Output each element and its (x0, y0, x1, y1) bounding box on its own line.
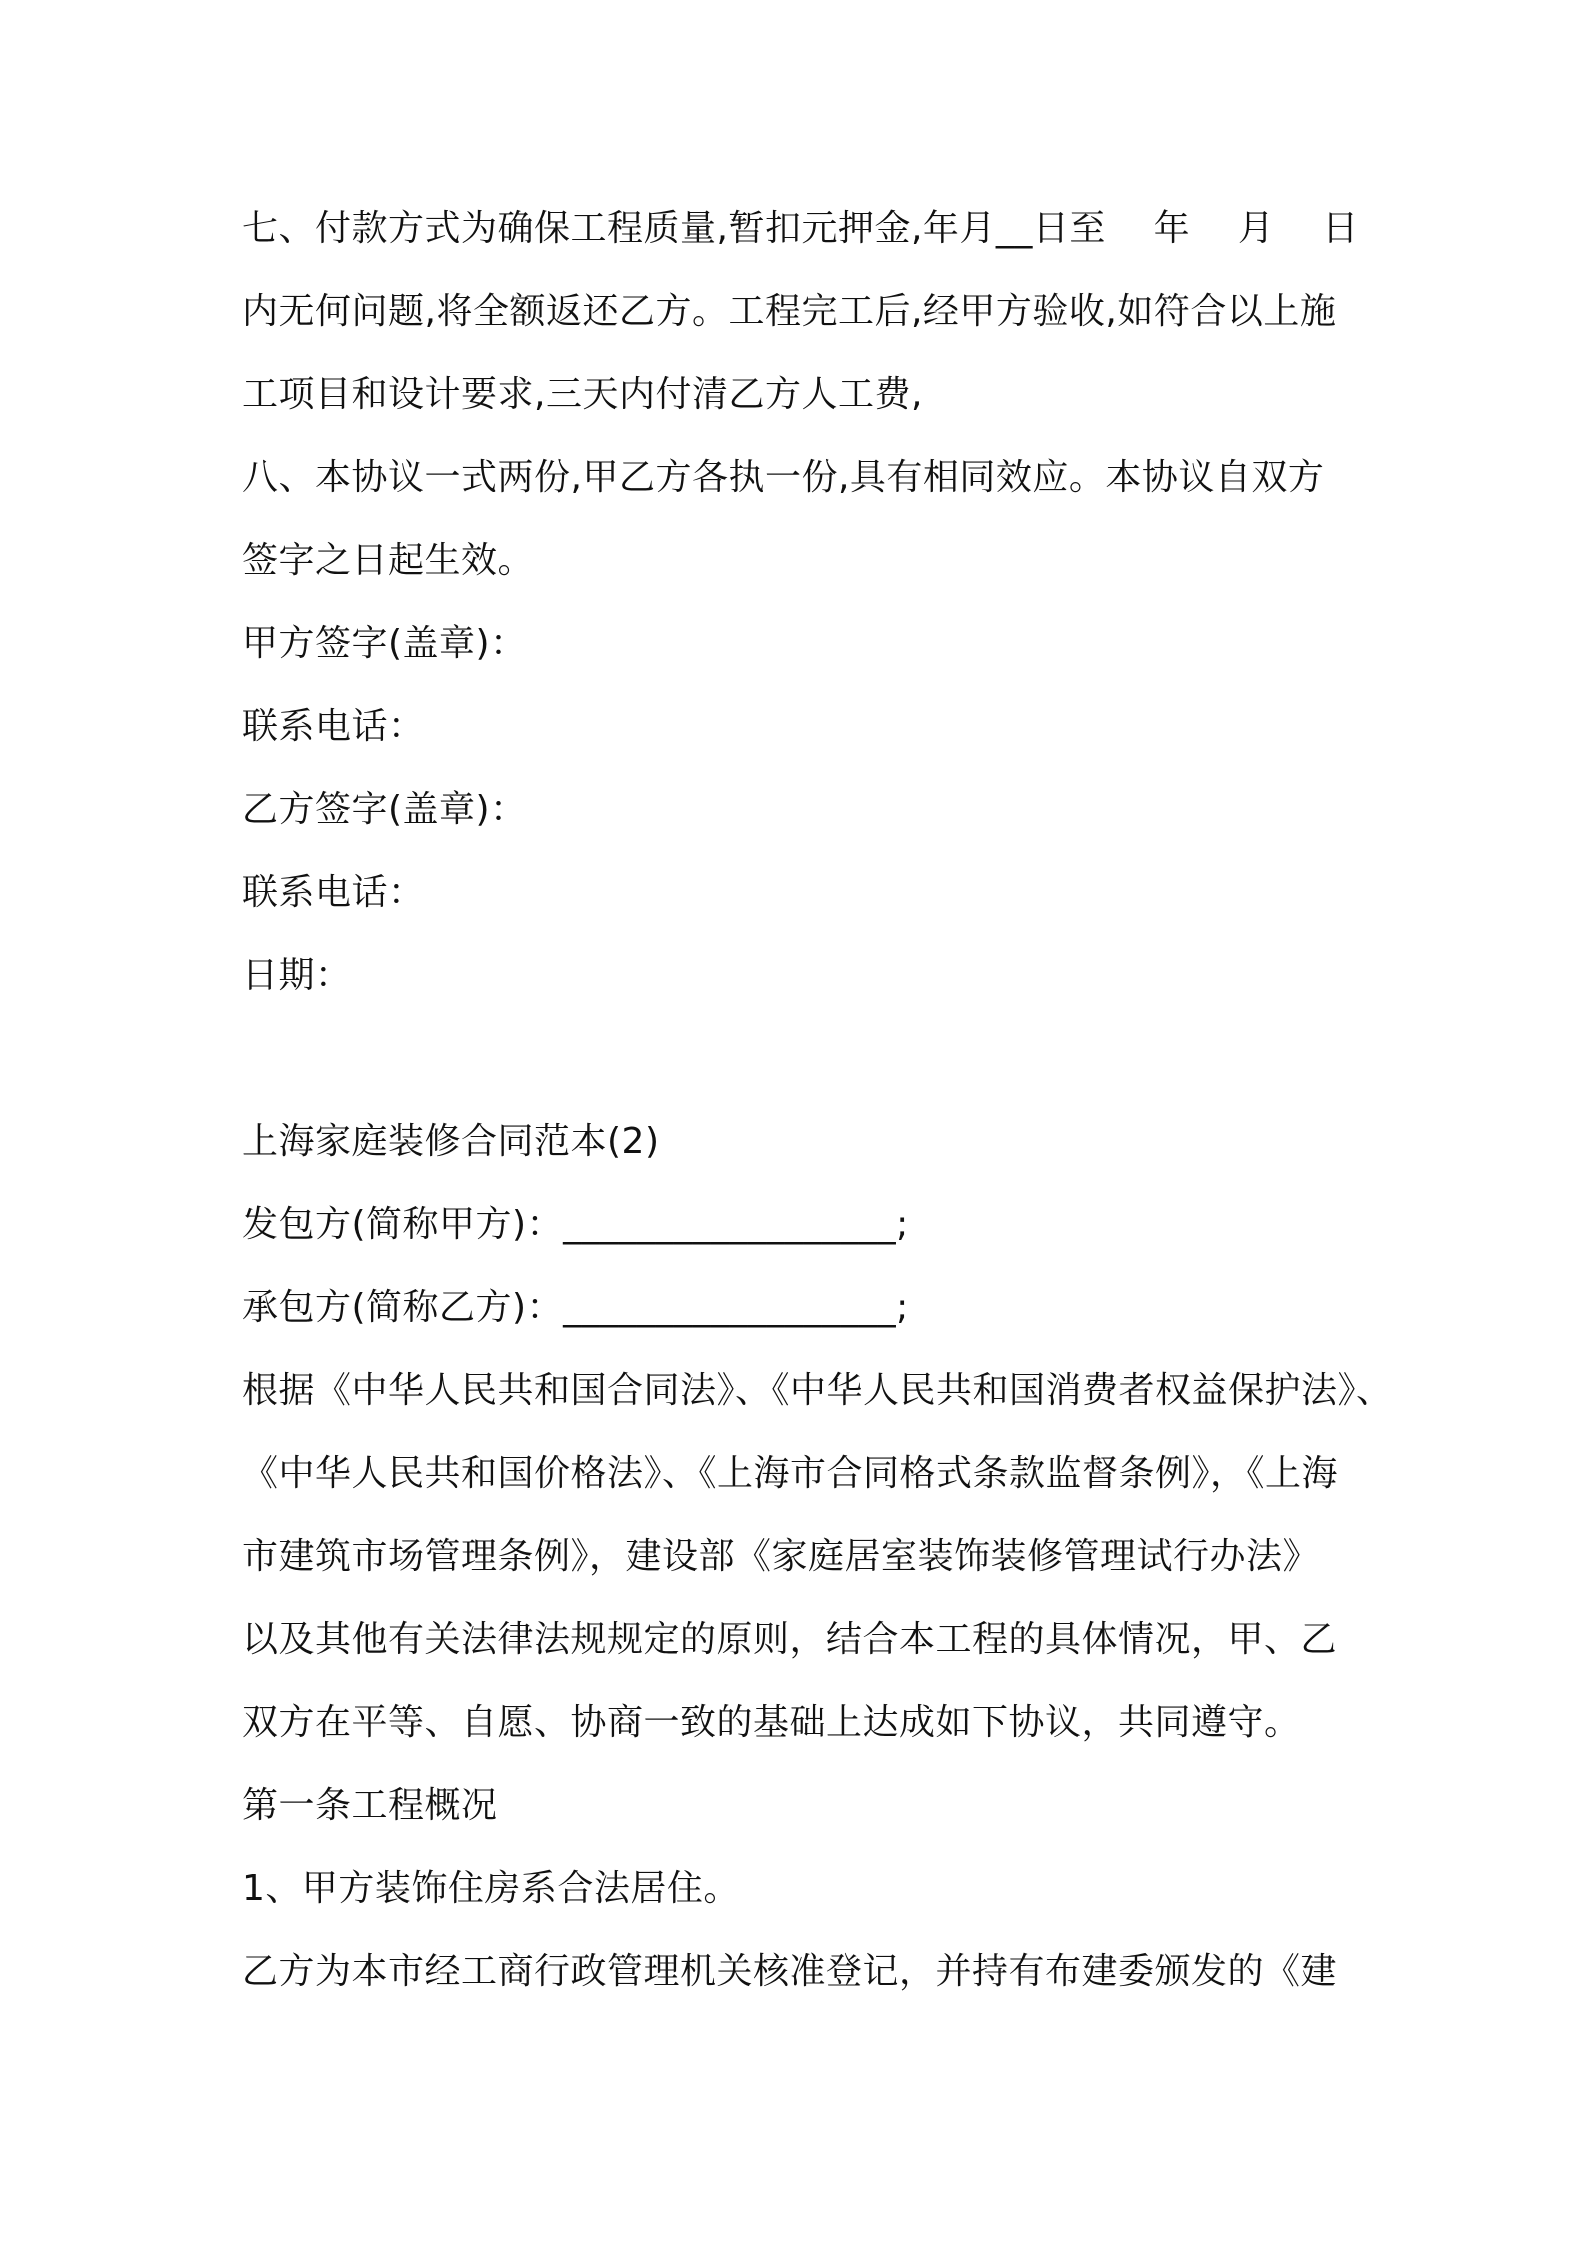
party-a-signature-label: 甲方签字(盖章)： (242, 623, 527, 664)
legal-basis-line-1: 根据《中华人民共和国合同法》、《中华人民共和国消费者权益保护法》、 (242, 1370, 1393, 1411)
payment-clause-line-2: 内无何问题,将全额返还乙方。工程完工后,经甲方验收,如符合以上施 (242, 291, 1337, 332)
legal-basis-line-5: 双方在平等、自愿、协商一致的基础上达成如下协议，共同遵守。 (242, 1702, 1301, 1743)
party-b-phone-label: 联系电话： (242, 872, 425, 913)
article-1-item-2: 乙方为本市经工商行政管理机关核准登记，并持有布建委颁发的《建 (242, 1951, 1338, 1992)
contractor-line: 承包方(简称乙方)：__________________; (242, 1287, 909, 1328)
date-label: 日期： (242, 955, 352, 996)
agreement-clause-line-2: 签字之日起生效。 (242, 540, 535, 581)
legal-basis-line-4: 以及其他有关法律法规规定的原则，结合本工程的具体情况，甲、乙 (242, 1619, 1338, 1660)
article-1-item-1: 1、甲方装饰住房系合法居住。 (242, 1868, 740, 1909)
agreement-clause-line-1: 八、本协议一式两份,甲乙方各执一份,具有相同效应。本协议自双方 (242, 457, 1325, 498)
employer-line: 发包方(简称甲方)：__________________; (242, 1204, 909, 1245)
contract-title: 上海家庭装修合同范本(2) (242, 1121, 660, 1162)
legal-basis-line-2: 《中华人民共和国价格法》、《上海市合同格式条款监督条例》，《上海 (242, 1453, 1339, 1494)
party-a-phone-label: 联系电话： (242, 706, 425, 747)
legal-basis-line-3: 市建筑市场管理条例》，建设部《家庭居室装饰装修管理试行办法》 (242, 1536, 1320, 1577)
payment-clause-line-1: 七、付款方式为确保工程质量,暂扣元押金,年月__日至 年 月 日 (242, 208, 1359, 249)
payment-clause-line-3: 工项目和设计要求,三天内付清乙方人工费, (242, 374, 923, 415)
party-b-signature-label: 乙方签字(盖章)： (242, 789, 527, 830)
article-1-title: 第一条工程概况 (242, 1785, 498, 1826)
